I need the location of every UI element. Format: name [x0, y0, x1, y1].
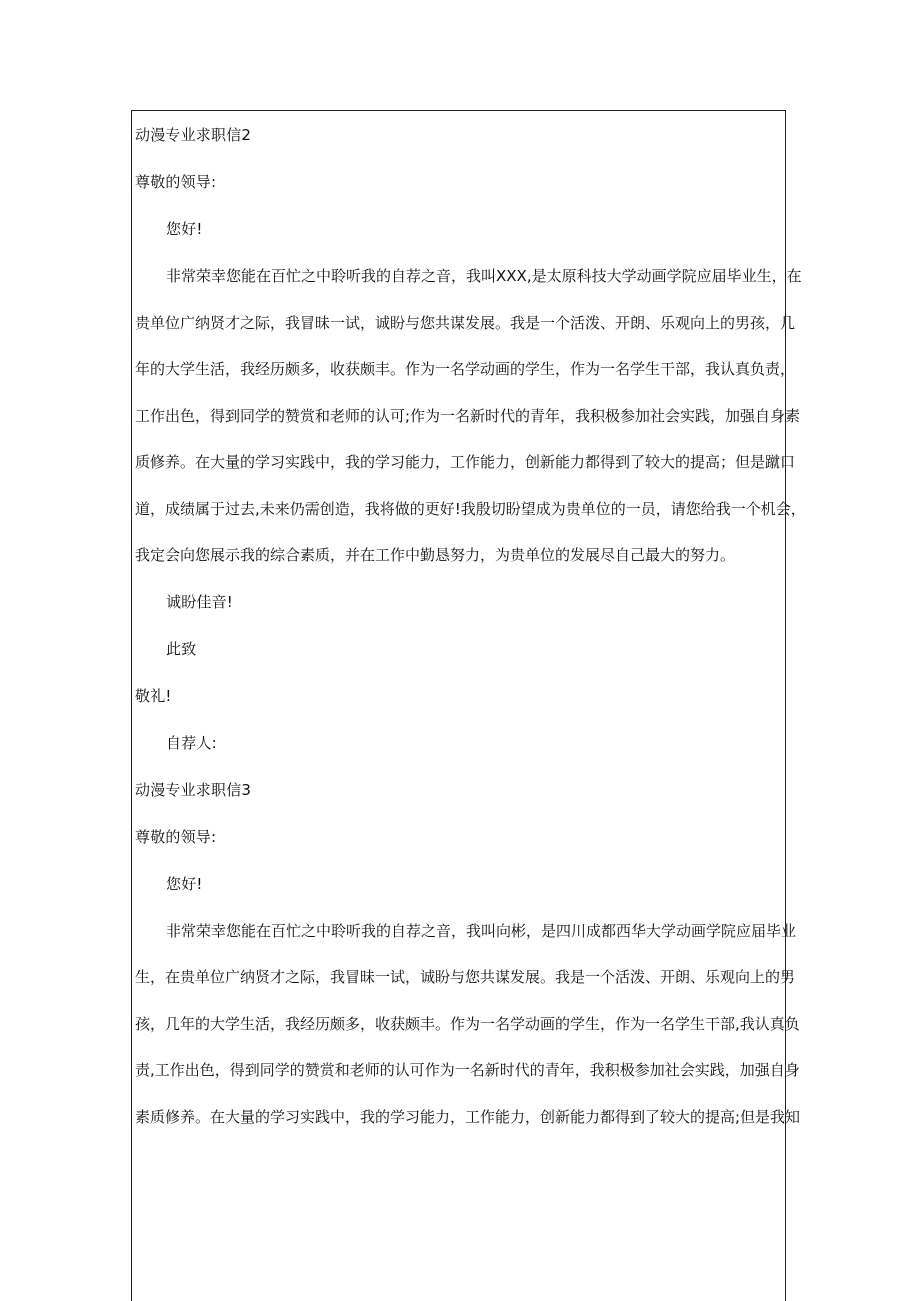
document-content	[135, 112, 806, 1140]
letter-3-title: 动漫专业求职信3	[135, 780, 252, 799]
body-line: 责,工作出色，得到同学的赞赏和老师的认可作为一名新时代的青年，我积极参加社会实践，加强自身	[135, 1061, 800, 1079]
body-line: 贵单位广纳贤才之际，我冒昧一试，诚盼与您共谋发展。我是一个活泼、开朗、乐观向上的男孩，几	[135, 313, 796, 332]
body-line: 道，成绩属于过去,未来仍需创造，我将做的更好!我殷切盼望成为贵单位的一员，请您给我一个机会，	[135, 499, 806, 518]
body-line: 生，在贵单位广纳贤才之际，我冒昧一试，诚盼与您共谋发展。我是一个活泼、开朗、乐观向上的男	[135, 968, 796, 986]
letter-2-body	[135, 253, 806, 579]
letter-3-salutation: 尊敬的领导:	[135, 827, 217, 846]
letter-2-salutation: 尊敬的领导:	[135, 173, 217, 191]
body-line: 我定会向您展示我的综合素质，并在工作中勤恳努力，为贵单位的发展尽自己最大的努力。	[135, 546, 736, 564]
body-line: 孩，几年的大学生活，我经历颇多，收获颇丰。作为一名学动画的学生，作为一名学生干部,我认真负	[135, 1014, 800, 1033]
body-line: 质修养。在大量的学习实践中，我的学习能力，工作能力，创新能力都得到了较大的提高；但是蹴口	[135, 453, 796, 471]
letter-3-greeting: 您好!	[166, 874, 203, 893]
body-line: 年的大学生活，我经历颇多，收获颇丰。作为一名学动画的学生，作为一名学生干部，我认真负责，	[135, 360, 796, 378]
letter-2-closing-hope: 诚盼佳音!	[166, 592, 234, 611]
letter-3-body	[135, 908, 801, 1141]
letter-2-greeting: 您好!	[166, 220, 203, 238]
body-line: 工作出色，得到同学的赞赏和老师的认可;作为一名新时代的青年，我积极参加社会实践，加强自身素	[135, 406, 801, 425]
letter-2-closing-2: 敬礼!	[135, 686, 172, 705]
letter-2-title: 动漫专业求职信2	[135, 126, 252, 144]
letter-2-signature: 自荐人:	[166, 733, 217, 752]
body-line: 非常荣幸您能在百忙之中聆听我的自荐之音，我叫XXX,是太原科技大学动画学院应届毕业生，在	[166, 267, 802, 285]
body-line: 非常荣幸您能在百忙之中聆听我的自荐之音，我叫向彬，是四川成都西华大学动画学院应届毕业	[166, 921, 797, 940]
letter-2-closing-1: 此致	[166, 639, 197, 658]
body-line: 素质修养。在大量的学习实践中，我的学习能力，工作能力，创新能力都得到了较大的提高;但是我知	[135, 1107, 801, 1126]
